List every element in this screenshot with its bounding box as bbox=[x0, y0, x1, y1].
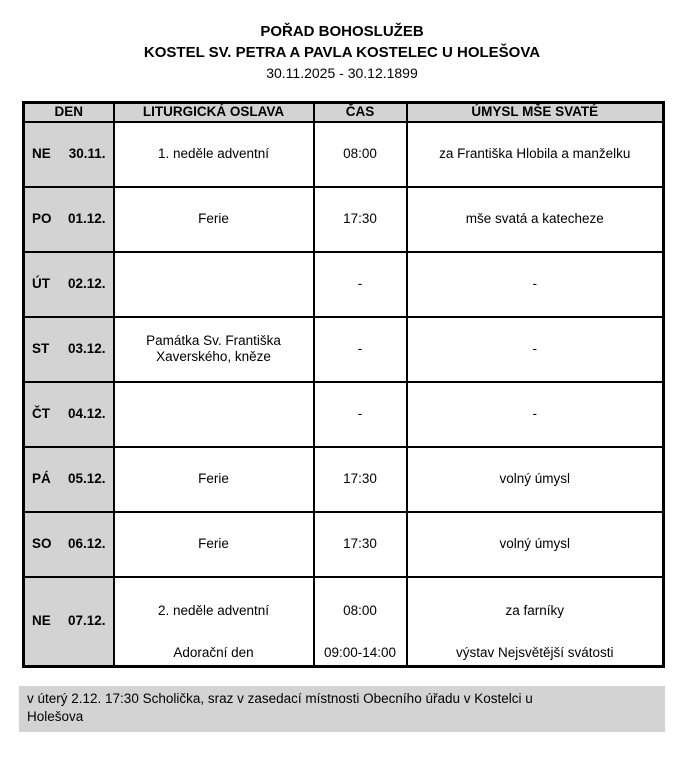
day-cell bbox=[24, 122, 114, 187]
footer-note bbox=[19, 686, 665, 732]
day-abbreviation: ČT bbox=[32, 405, 50, 421]
table-body bbox=[24, 122, 664, 667]
celebration-secondary: Adorační den bbox=[173, 645, 254, 660]
time-cell: 08:00 bbox=[314, 122, 407, 187]
document-header bbox=[0, 0, 684, 84]
celebration-cell bbox=[114, 382, 314, 447]
day-date: 30.11. bbox=[68, 145, 106, 161]
time-cell: 17:30 bbox=[314, 187, 407, 252]
celebration-cell: Ferie bbox=[114, 447, 314, 512]
intention-cell: - bbox=[407, 252, 664, 317]
day-abbreviation: ÚT bbox=[32, 275, 50, 291]
table-row bbox=[24, 512, 664, 577]
day-date: 03.12. bbox=[67, 340, 106, 356]
day-label bbox=[25, 406, 113, 423]
day-label bbox=[25, 276, 113, 293]
intention-cell: mše svatá a katecheze bbox=[407, 187, 664, 252]
day-date: 06.12. bbox=[67, 535, 106, 551]
day-abbreviation: PÁ bbox=[32, 470, 51, 486]
day-date: 07.12. bbox=[67, 612, 106, 628]
time-cell: 17:30 bbox=[314, 447, 407, 512]
day-cell bbox=[24, 252, 114, 317]
column-header-umysl-mse-svate: ÚMYSL MŠE SVATÉ bbox=[407, 103, 664, 122]
time-primary: 08:00 bbox=[343, 603, 377, 618]
intention-cell: za Františka Hlobila a manželku bbox=[407, 122, 664, 187]
day-cell bbox=[24, 382, 114, 447]
celebration-cell: Ferie bbox=[114, 187, 314, 252]
day-abbreviation: SO bbox=[32, 535, 52, 551]
celebration-cell: Ferie bbox=[114, 512, 314, 577]
day-cell bbox=[24, 317, 114, 382]
day-abbreviation: ST bbox=[32, 340, 50, 356]
intention-cell: volný úmysl bbox=[407, 512, 664, 577]
table-header-row bbox=[24, 103, 664, 122]
time-cell: 17:30 bbox=[314, 512, 407, 577]
church-name: KOSTEL SV. PETRA A PAVLA KOSTELEC U HOLEŠOVA bbox=[143, 44, 541, 61]
day-abbreviation: NE bbox=[32, 612, 51, 628]
day-label bbox=[25, 341, 113, 358]
celebration-cell: Památka Sv. Františka Xaverského, kněze bbox=[114, 317, 314, 382]
intention-cell: - bbox=[407, 317, 664, 382]
table-row bbox=[24, 317, 664, 382]
page-title: POŘAD BOHOSLUŽEB bbox=[260, 23, 424, 40]
intention-secondary: výstav Nejsvětější svátosti bbox=[455, 645, 614, 660]
table-row bbox=[24, 577, 664, 667]
day-cell bbox=[24, 577, 114, 667]
day-abbreviation: NE bbox=[32, 145, 51, 161]
time-cell: - bbox=[314, 317, 407, 382]
celebration-cell bbox=[114, 252, 314, 317]
intention-cell: volný úmysl bbox=[407, 447, 664, 512]
day-cell bbox=[24, 447, 114, 512]
day-date: 02.12. bbox=[67, 275, 106, 291]
time-secondary: 09:00-14:00 bbox=[323, 645, 397, 660]
table-row bbox=[24, 122, 664, 187]
footer-note-text: v úterý 2.12. 17:30 Scholička, sraz v zasedací místnosti Obecního úřadu v Kostelci u Holešova bbox=[27, 690, 533, 724]
day-cell bbox=[24, 187, 114, 252]
table-row bbox=[24, 187, 664, 252]
intention-cell: - bbox=[407, 382, 664, 447]
time-cell: - bbox=[314, 252, 407, 317]
celebration-cell bbox=[114, 577, 314, 667]
day-label bbox=[25, 471, 113, 488]
day-label bbox=[25, 146, 113, 163]
column-header-liturgicka-oslava: LITURGICKÁ OSLAVA bbox=[114, 103, 314, 122]
table-row bbox=[24, 252, 664, 317]
intention-cell bbox=[407, 577, 664, 667]
celebration-primary: 2. neděle adventní bbox=[157, 603, 270, 618]
table-row bbox=[24, 382, 664, 447]
day-date: 04.12. bbox=[67, 405, 106, 421]
day-date: 05.12. bbox=[67, 470, 106, 486]
celebration-cell: 1. neděle adventní bbox=[114, 122, 314, 187]
intention-primary: za farníky bbox=[505, 603, 565, 618]
day-label bbox=[25, 536, 113, 553]
day-abbreviation: PO bbox=[32, 210, 52, 226]
schedule-table bbox=[22, 101, 665, 668]
table-row bbox=[24, 447, 664, 512]
day-cell bbox=[24, 512, 114, 577]
time-cell bbox=[314, 577, 407, 667]
time-cell: - bbox=[314, 382, 407, 447]
day-date: 01.12. bbox=[67, 210, 106, 226]
date-range: 30.11.2025 - 30.12.1899 bbox=[266, 65, 418, 81]
day-label bbox=[25, 211, 113, 228]
column-header-den: DEN bbox=[24, 103, 114, 122]
day-label bbox=[25, 613, 113, 630]
column-header-cas: ČAS bbox=[314, 103, 407, 122]
